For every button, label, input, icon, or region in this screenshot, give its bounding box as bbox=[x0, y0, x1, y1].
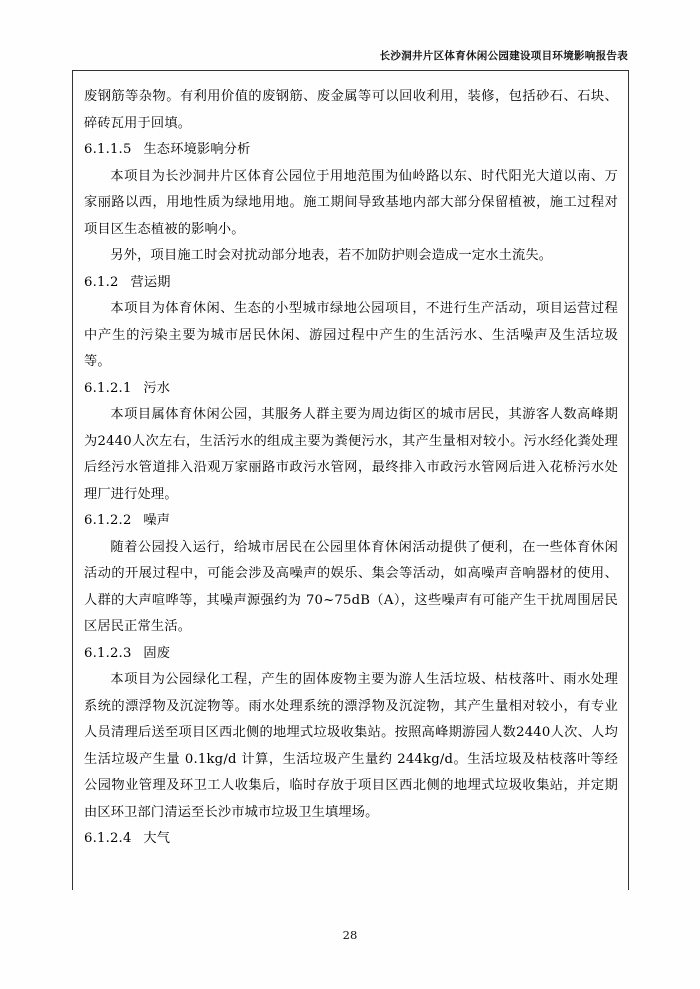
section-heading bbox=[84, 508, 618, 535]
section-title: 污水 bbox=[143, 380, 171, 396]
section-number: 6.1.2.4 bbox=[84, 831, 132, 846]
section-title: 大气 bbox=[143, 831, 171, 846]
paragraph: 随着公园投入运行，给城市居民在公园里体育休闲活动提供了便利，在一些体育休闲活动的开展过程中，可能会涉及高噪声的娱乐、集会等活动，如高噪声音响器材的使用、人群的大声喧哗等，其噪声源强约为 70~75dB（A），这些噪声有可能产生干扰周围居民区居民正常生活。 bbox=[84, 539, 618, 634]
section-heading bbox=[84, 137, 618, 164]
section-number: 6.1.2 bbox=[84, 274, 119, 290]
paragraph: 另外，项目施工时会对扰动部分地表，若不加防护则会造成一定水土流失。 bbox=[110, 248, 553, 263]
section-number: 6.1.1.5 bbox=[84, 142, 132, 157]
section-title: 噪声 bbox=[143, 513, 171, 528]
section-number: 6.1.2.1 bbox=[84, 380, 132, 396]
section-title: 营运期 bbox=[130, 274, 171, 290]
section-heading bbox=[84, 376, 618, 403]
header-divider bbox=[72, 70, 628, 71]
document-body bbox=[84, 84, 618, 853]
paragraph: 本项目为长沙洞井片区体育公园位于用地范围为仙岭路以东、时代阳光大道以南、万家丽路以西，用地性质为绿地用地。施工期间导致基地内部大部分保留植被，施工过程对项目区生态植被的影响小。 bbox=[84, 168, 618, 237]
page-number: 28 bbox=[342, 928, 358, 942]
section-number: 6.1.2.3 bbox=[84, 645, 132, 661]
section-number: 6.1.2.2 bbox=[84, 513, 132, 528]
paragraph: 本项目为体育休闲、生态的小型城市绿地公园项目，不进行生产活动，项目运营过程中产生的污染主要为城市居民休闲、游园过程中产生的生活污水、生活噪声及生活垃圾等。 bbox=[84, 301, 618, 369]
right-border-rule bbox=[628, 70, 629, 890]
paragraph: 废钢筋等杂物。有利用价值的废钢筋、废金属等可以回收利用，装修，包括砂石、石块、碎砖瓦用于回填。 bbox=[84, 89, 618, 131]
page-header: 长沙洞井片区体育休闲公园建设项目环境影响报告表 bbox=[379, 50, 628, 62]
section-heading bbox=[84, 641, 618, 668]
left-border-rule bbox=[72, 70, 73, 890]
section-title: 生态环境影响分析 bbox=[143, 142, 251, 157]
section-heading bbox=[84, 826, 618, 853]
paragraph: 本项目属体育休闲公园，其服务人群主要为周边街区的城市居民，其游客人数高峰期为2440人次左右，生活污水的组成主要为粪便污水，其产生量相对较小。污水经化粪处理后经污水管道排入沿观万家丽路市政污水管网，最终排入市政污水管网后进入花桥污水处理厂进行处理。 bbox=[84, 407, 618, 502]
section-title: 固废 bbox=[143, 645, 171, 661]
section-heading bbox=[84, 270, 618, 297]
paragraph: 本项目为公园绿化工程，产生的固体废物主要为游人生活垃圾、枯枝落叶、雨水处理系统的漂浮物及沉淀物等。雨水处理系统的漂浮物及沉淀物，其产生量相对较小，有专业人员清理后送至项目区西北侧的地埋式垃圾收集站。按照高峰期游园人数2440人次、人均生活垃圾产生量 0.1kg/d 计算，生活垃圾产生量约 244kg/d。生活垃圾及枯枝落叶等经公园物业管理及环卫工人收集后，临时存放于项目区西北侧的地埋式垃圾收集站，并定期由区环卫部门清运至长沙市城市垃圾卫生填埋场。 bbox=[84, 672, 618, 820]
